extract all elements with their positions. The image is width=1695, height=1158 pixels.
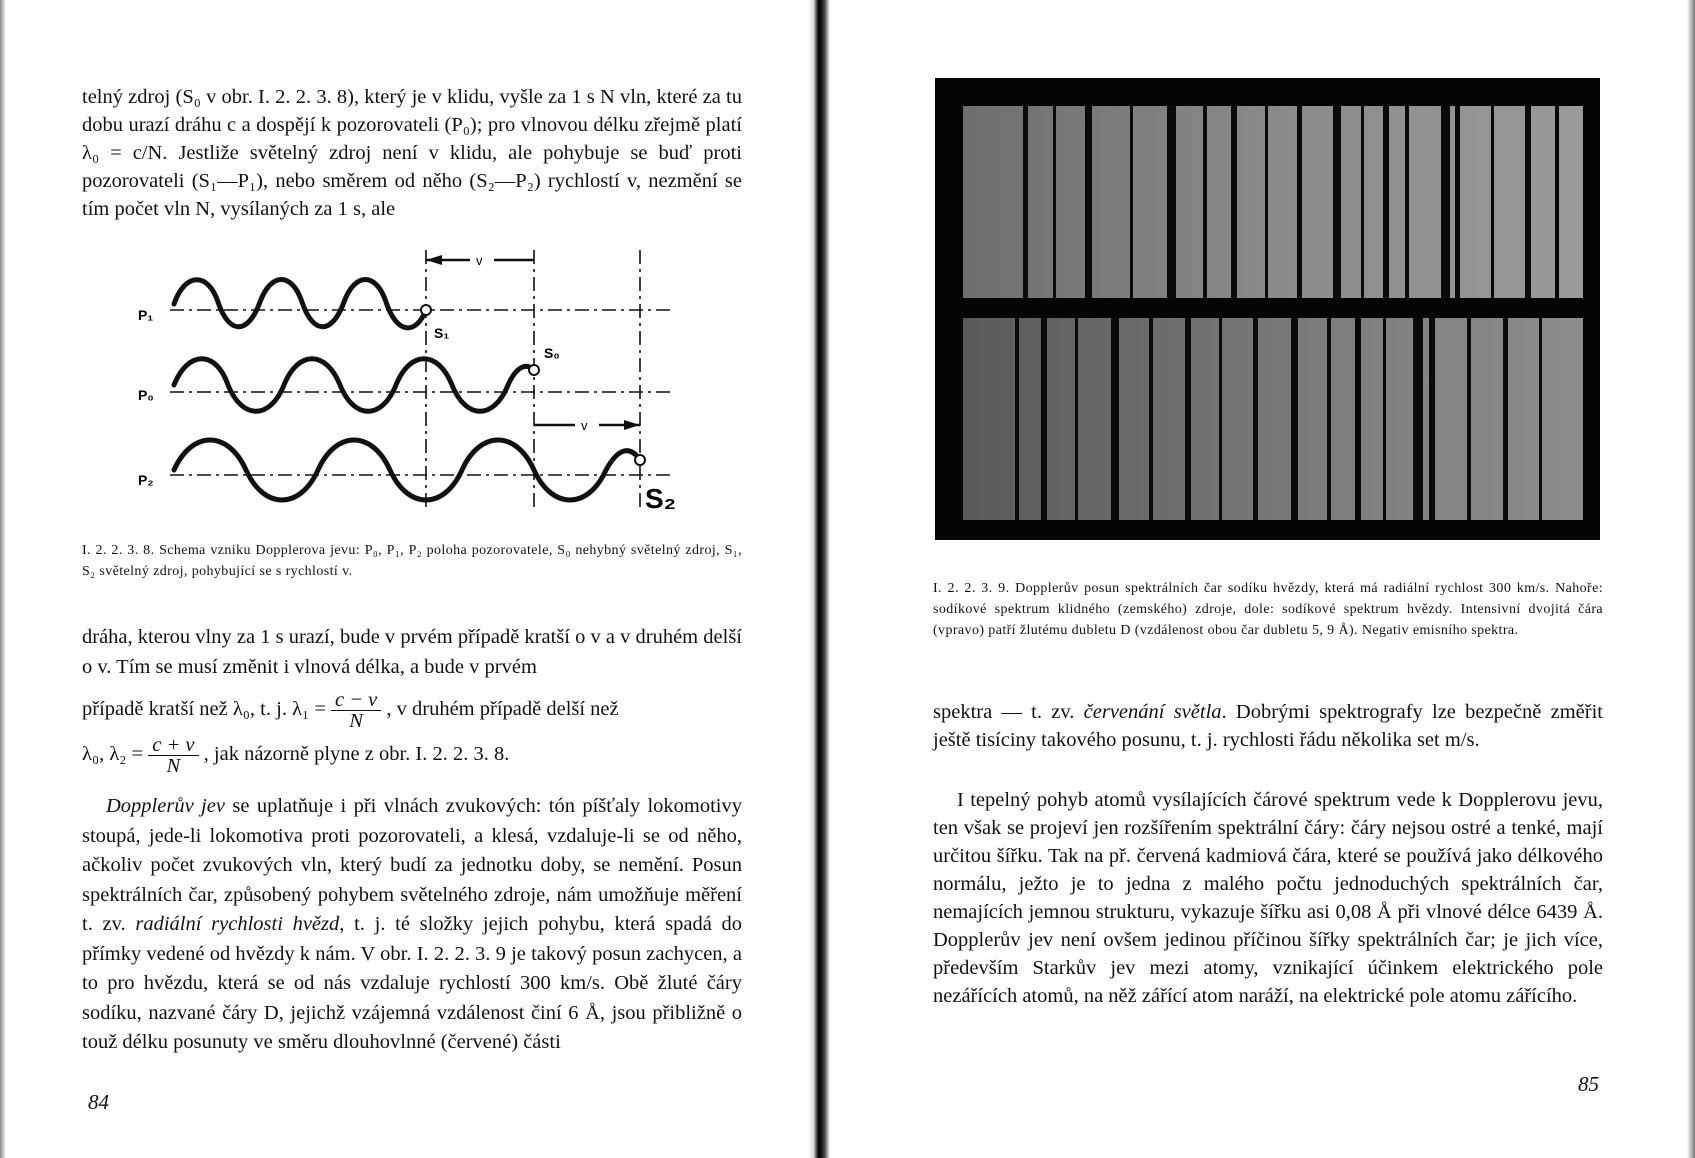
label-s1: S₁ — [434, 325, 450, 341]
wave-p2 — [174, 440, 640, 500]
para3-text-b: , t. j. té složky jejich pohybu, která spadá do přímky vedené od hvězdy k nám. V obr. I. 2. 2. 3. 9 je takový posun zachycen, a to pro hvězdu, která se od nás vzdaluje rychlostí 300 km/s. Obě žluté čáry sodíku, nazvané čáry D, jejichž vzájemná vzdálenost činí 6 Å, jsou přibližně o touž délku posunuty ve směru dlouhovlnné (červené) části — [82, 913, 742, 1053]
label-s2: S₂ — [645, 483, 677, 514]
term-doppler-effect: Dopplerův jev — [106, 795, 225, 817]
para2-line2 — [82, 690, 742, 731]
term-redshift: červenání světla — [1083, 701, 1222, 723]
source-point-s0 — [529, 365, 539, 375]
label-v-top: v — [476, 253, 483, 268]
fraction-lambda2 — [148, 735, 198, 776]
label-s0: S₀ — [544, 345, 560, 361]
right-para1-end: . Dobrými spektrografy lze bezpečně změřit ještě tisíciny takového posunu, t. j. rychlosti řádu několika set m/s. — [933, 701, 1603, 751]
right-para1-start: spektra — t. zv. — [933, 701, 1084, 723]
figure-caption-8: I. 2. 2. 3. 8. Schema vzniku Dopplerova jevu: P₀, P₁, P₂ poloha pozorovatele, S₀ nehybný světelný zdroj, S₁, S₂ světelný zdroj, pohybující se s rychlostí v. — [82, 543, 742, 579]
label-p1: P₁ — [138, 307, 154, 323]
label-p2: P₂ — [138, 472, 154, 488]
para2-line2-end: , v druhém případě delší než — [386, 698, 619, 721]
right-paragraph-1 — [933, 698, 1603, 754]
page-number-left: 84 — [88, 1090, 109, 1114]
label-v-mid: v — [581, 418, 588, 433]
para2-line2-start: případě kratší než λ₀, t. j. λ₁ = — [82, 698, 326, 721]
left-page — [0, 0, 820, 1158]
para2-line3-end: , jak názorně plyne z obr. I. 2. 2. 3. 8. — [203, 743, 510, 766]
right-paragraph-2: I tepelný pohyb atomů vysílajících čárové spektrum vede k Dopplerovu jevu, ten však se projeví jen rozšířením spektrální čáry: čáry nejsou ostré a tenké, mají určitou šířku. Tak na př. červená kadmiová čára, které se používá jako délkového normálu, ježto je to jedna z malého počtu jednoduchých spektrálních čar, nemajících jemnou strukturu, vykazuje šířku asi 0,08 Å při vlnové délce 6439 Å. Dopplerův jev není ovšem jedinou příčinou šířky spektrálních čar; je jich více, především Starkův jev mezi atomy, vznikající účinkem elektrického pole nezářících atomů, na něž zářící atom naráží, na elektrické pole atomu zářícího. — [933, 789, 1603, 1007]
intro-paragraph: telný zdroj (S₀ v obr. I. 2. 2. 3. 8), který je v klidu, vyšle za 1 s N vln, které za tu dobu urazí dráhu c a dospějí k pozorovateli (P₀); pro vlnovou délku zřejmě platí λ₀ = c/N. Jestliže světelný zdroj není v klidu, ale pohybuje se buď proti pozorovateli (S₁—P₁), nebo směrem od něho (S₂—P₂) rychlostí v, nezmění se tím počet vln N, vysílaných za 1 s, ale — [82, 86, 742, 220]
label-p0: P₀ — [138, 387, 154, 403]
source-point-s2 — [635, 455, 645, 465]
page-number-right: 85 — [1578, 1072, 1599, 1096]
para3-text-a: se uplatňuje i při vlnách zvukových: tón píšťaly lokomotivy stoupá, jede-li lokomotiva proti pozorovateli, a klesá, vzdaluje-li se od něho, ačkoliv počet zvukových vln, který budí za jednotku doby, se nemění. Posun spektrálních čar, způsobený pohybem světelného zdroje, nám umožňuje měření t. zv. — [82, 795, 742, 935]
para2-line1: dráha, kterou vlny za 1 s urazí, bude v prvém případě kratší o v a v druhém delší o v. Tím se musí změnit i vlnová délka, a bude v prvém — [82, 626, 742, 678]
para2-line3-start: λ₀, λ₂ = — [82, 743, 144, 766]
fraction-lambda1-num: c − v — [331, 690, 381, 711]
paragraph-2 — [82, 622, 742, 776]
fraction-lambda1-den: N — [349, 710, 363, 732]
fraction-lambda2-num: c + v — [148, 735, 198, 756]
wave-p0 — [174, 359, 534, 412]
arrowhead-mid — [624, 420, 640, 430]
right-page — [830, 0, 1695, 1158]
paragraph-3 — [82, 792, 742, 1058]
wave-p1 — [174, 280, 426, 328]
fraction-lambda1 — [331, 690, 381, 731]
source-point-s1 — [421, 305, 431, 315]
fraction-lambda2-den: N — [166, 755, 181, 777]
arrowhead-top — [426, 255, 442, 265]
figure-caption-9: I. 2. 2. 3. 9. Dopplerův posun spektrálních čar sodíku hvězdy, která má radiální rychlost 300 km/s. Nahoře: sodíkové spektrum klidného (zemského) zdroje, dole: sodíkové spektrum hvězdy. Intensivní dvojitá čára (vpravo) patří žlutému dubletu D (vzdálenost obou čar dubletu 5, 9 Å). Negativ emisního spektra. — [933, 581, 1603, 638]
doppler-diagram — [130, 250, 710, 520]
para2-line3 — [82, 735, 742, 776]
term-radial-velocity: radiální rychlosti hvězd — [135, 913, 340, 935]
